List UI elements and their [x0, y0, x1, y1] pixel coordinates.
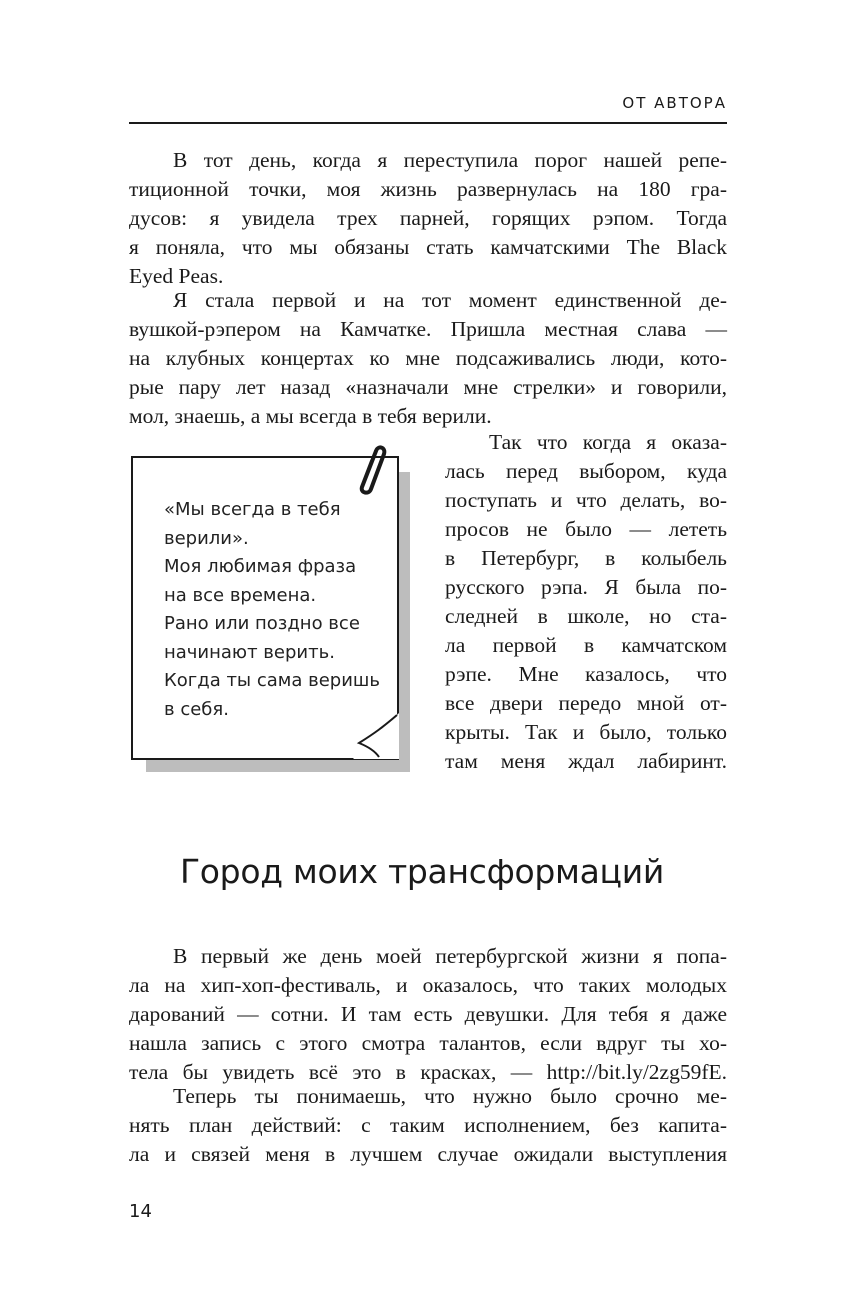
text-line-with-link: тела бы увидеть всё это в красках, — http://bit.ly/2zg59fE.	[129, 1060, 727, 1084]
text-line: поступать и что делать, во-	[445, 488, 727, 512]
paragraph-2	[129, 286, 727, 431]
text-line: следней в школе, но ста-	[445, 604, 727, 628]
text-line: Теперь ты понимаешь, что нужно было срочно ме-	[173, 1084, 727, 1108]
page-number: 14	[129, 1201, 152, 1222]
text-line: нять план действий: с таким исполнением, без капита-	[129, 1113, 727, 1137]
text-line: ла на хип-хоп-фестиваль, и оказалось, что таких молодых	[129, 973, 727, 997]
sidenote-line: «Мы всегда в тебя	[164, 499, 341, 520]
sidenote-line: начинают верить.	[164, 641, 335, 663]
text-line: я поняла, что мы обязаны стать камчатскими The Black	[129, 235, 727, 259]
sidenote-line: Моя любимая фраза	[164, 556, 357, 577]
paragraph-1	[129, 146, 727, 291]
paragraph-4	[129, 942, 727, 1087]
sidenote-line: Когда ты сама веришь	[164, 670, 381, 691]
running-title: ОТ АВТОРА	[622, 94, 727, 112]
text-line: дусов: я увидела трех парней, горящих рэпом. Тогда	[129, 206, 727, 230]
text-line: дарований — сотни. И там есть девушки. Для тебя я даже	[129, 1002, 727, 1026]
text-line: В первый же день моей петербургской жизни я попа-	[173, 944, 727, 968]
sidenote-line: в себя.	[164, 698, 229, 720]
text-line: нашла запись с этого смотра талантов, если вдруг ты хо-	[129, 1031, 727, 1055]
text-line: просов не было — лететь	[445, 517, 727, 541]
text-line: рые пару лет назад «назначали мне стрелки» и говорили,	[129, 375, 727, 399]
running-header	[129, 90, 727, 124]
sidenote-line: верили».	[164, 527, 249, 549]
text-line: Eyed Peas.	[129, 264, 224, 288]
sidenote-line: Рано или поздно все	[164, 613, 360, 634]
text-line: все двери передо мной от-	[445, 691, 727, 715]
text-line: там меня ждал лабиринт.	[445, 749, 727, 773]
text-line: крыты. Так и было, только	[445, 720, 727, 744]
text-line: русского рэпа. Я была по-	[445, 575, 727, 599]
text-line: на клубных концертах ко мне подсаживались люди, кото-	[129, 346, 727, 370]
paperclip-icon	[354, 443, 388, 499]
paragraph-3	[445, 428, 727, 776]
sidenote-text	[164, 496, 394, 724]
text-line: мол, знаешь, а мы всегда в тебя верили.	[129, 404, 492, 428]
paragraph-5	[129, 1082, 727, 1169]
text-line: лась перед выбором, куда	[445, 459, 727, 483]
text-line: В тот день, когда я переступила порог нашей репе-	[173, 148, 727, 172]
text-line: ла и связей меня в лучшем случае ожидали выступления	[129, 1142, 727, 1166]
text-line: тиционной точки, моя жизнь развернулась на 180 гра-	[129, 177, 727, 201]
text-line: рэпе. Мне казалось, что	[445, 662, 727, 686]
text-line: Я стала первой и на тот момент единственной де-	[173, 288, 727, 312]
sidenote-line: на все времена.	[164, 584, 317, 606]
text-line: ла первой в камчатском	[445, 633, 727, 657]
text-line: вушкой-рэпером на Камчатке. Пришла местная слава —	[129, 317, 727, 341]
section-heading: Город моих трансформаций	[179, 852, 665, 891]
text-line: Так что когда я оказа-	[489, 430, 727, 454]
text-line: в Петербург, в колыбель	[445, 546, 727, 570]
